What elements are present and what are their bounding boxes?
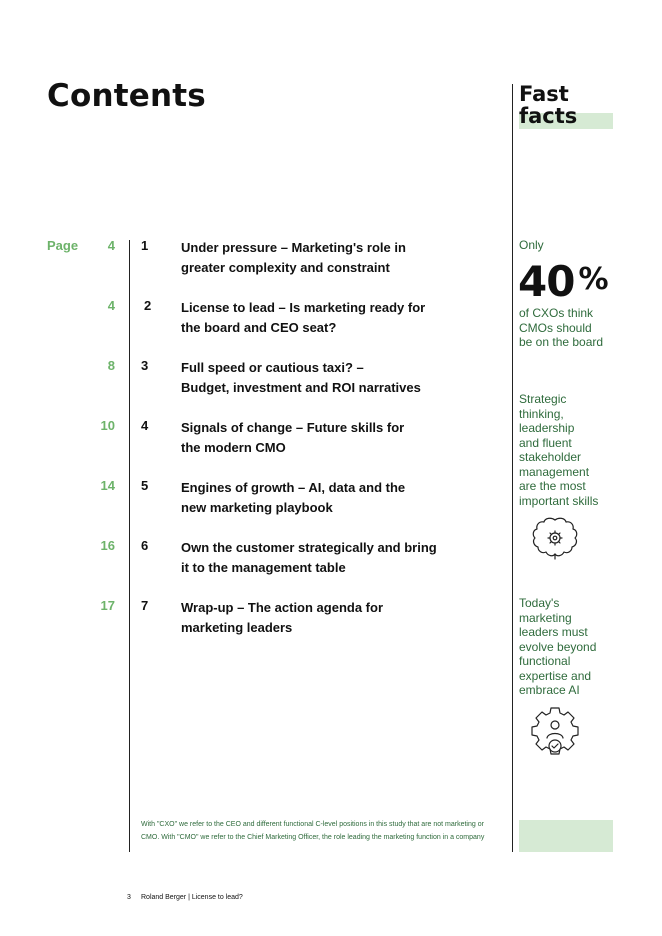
toc-chapter-title[interactable] (181, 478, 461, 518)
fast-facts-bottom-band (519, 820, 613, 852)
toc-title-line: Full speed or cautious taxi? – (181, 360, 364, 375)
toc-page-number: 16 (100, 538, 115, 553)
page-column-label: Page (47, 238, 79, 253)
fact3-text (519, 596, 619, 698)
footer-page-number: 3 (127, 894, 131, 901)
fast-facts-title (519, 83, 577, 127)
toc-title-line: the modern CMO (181, 440, 286, 455)
fast-facts-divider-line (512, 84, 513, 852)
toc-entry-5[interactable] (0, 478, 500, 522)
toc-chapter-number: 1 (141, 238, 149, 253)
toc-chapter-title[interactable] (181, 538, 461, 578)
fact1-value: 40 (518, 257, 575, 306)
fact1-unit: % (578, 262, 608, 297)
toc-title-line: it to the management table (181, 560, 346, 575)
fact-text-line: Today's (519, 596, 560, 610)
fact1-statistic (518, 256, 608, 306)
toc-title-line: new marketing playbook (181, 500, 333, 515)
toc-title-line: marketing leaders (181, 620, 293, 635)
toc-title-line: greater complexity and constraint (181, 260, 390, 275)
toc-title-line: Wrap-up – The action agenda for (181, 600, 384, 615)
page-footer (127, 894, 243, 901)
toc-title-line: Budget, investment and ROI narratives (181, 380, 421, 395)
fact-text-line: evolve beyond (519, 639, 597, 654)
toc-title-line: the board and CEO seat? (181, 320, 337, 335)
toc-page-number: 8 (107, 358, 115, 373)
page-title: Contents (47, 78, 206, 114)
fast-facts-title-line: Fast (519, 82, 569, 106)
toc-chapter-number: 5 (141, 478, 149, 493)
fact-text-line: marketing (519, 610, 572, 625)
toc-chapter-number: 2 (144, 298, 152, 313)
fact-text-line: leaders must (519, 625, 588, 639)
toc-chapter-number: 3 (141, 358, 149, 373)
gear-person-check-icon (531, 706, 579, 756)
fact2-text (519, 392, 619, 508)
fact-text-line: are the most (519, 479, 586, 493)
toc-chapter-number: 6 (141, 538, 149, 553)
toc-page-number: 4 (107, 298, 115, 313)
fact-text-line: Strategic (519, 392, 567, 406)
toc-title-line: Under pressure – Marketing's role in (181, 240, 406, 255)
fact-text-line: functional (519, 654, 571, 668)
toc-chapter-title[interactable] (181, 238, 461, 278)
fact-text-line: expertise and (519, 668, 592, 683)
toc-title-line: Own the customer strategically and bring (181, 540, 437, 555)
fact1-prefix: Only (519, 238, 544, 252)
toc-page-number: 14 (100, 478, 115, 493)
toc-entry-3[interactable] (0, 358, 500, 402)
fact-text-line: thinking, (519, 406, 564, 421)
fact1-text (519, 306, 619, 350)
fact-text-line: of CXOs think (519, 306, 594, 320)
fact-text-line: stakeholder (519, 450, 582, 464)
toc-chapter-number: 4 (141, 418, 149, 433)
toc-title-line: Engines of growth – AI, data and the (181, 480, 406, 495)
toc-entry-1[interactable] (0, 238, 500, 282)
brain-gear-icon (529, 516, 581, 562)
toc-chapter-title[interactable] (181, 418, 461, 458)
toc-chapter-title[interactable] (181, 298, 461, 338)
toc-entry-7[interactable] (0, 598, 500, 642)
toc-entry-2[interactable] (0, 298, 500, 342)
fast-facts-title-line: facts (519, 104, 578, 128)
fact-text-line: be on the board (519, 335, 604, 349)
footer-publication: Roland Berger | License to lead? (141, 894, 243, 901)
toc-title-line: License to lead – Is marketing ready for (181, 300, 426, 315)
fact-text-line: leadership (519, 421, 575, 435)
toc-page-number: 17 (100, 598, 115, 613)
toc-chapter-title[interactable] (181, 598, 461, 638)
fact-text-line: embrace AI (519, 683, 580, 697)
toc-page-number: 4 (107, 238, 115, 253)
fact-text-line: CMOs should (519, 320, 592, 335)
fact-text-line: management (519, 464, 590, 479)
toc-title-line: Signals of change – Future skills for (181, 420, 405, 435)
fact-text-line: important skills (519, 493, 599, 508)
footnote: With "CXO" we refer to the CEO and different functional C-level positions in this study that are not marketing or CMO. With "CMO" we refer to the Chief Marketing Officer, the role leading the marketing function in a company (141, 821, 485, 841)
toc-chapter-title[interactable] (181, 358, 461, 398)
toc-chapter-number: 7 (141, 598, 149, 613)
toc-entry-6[interactable] (0, 538, 500, 582)
toc-entry-4[interactable] (0, 418, 500, 462)
fact-text-line: and fluent (519, 435, 572, 450)
toc-page-number: 10 (100, 418, 115, 433)
